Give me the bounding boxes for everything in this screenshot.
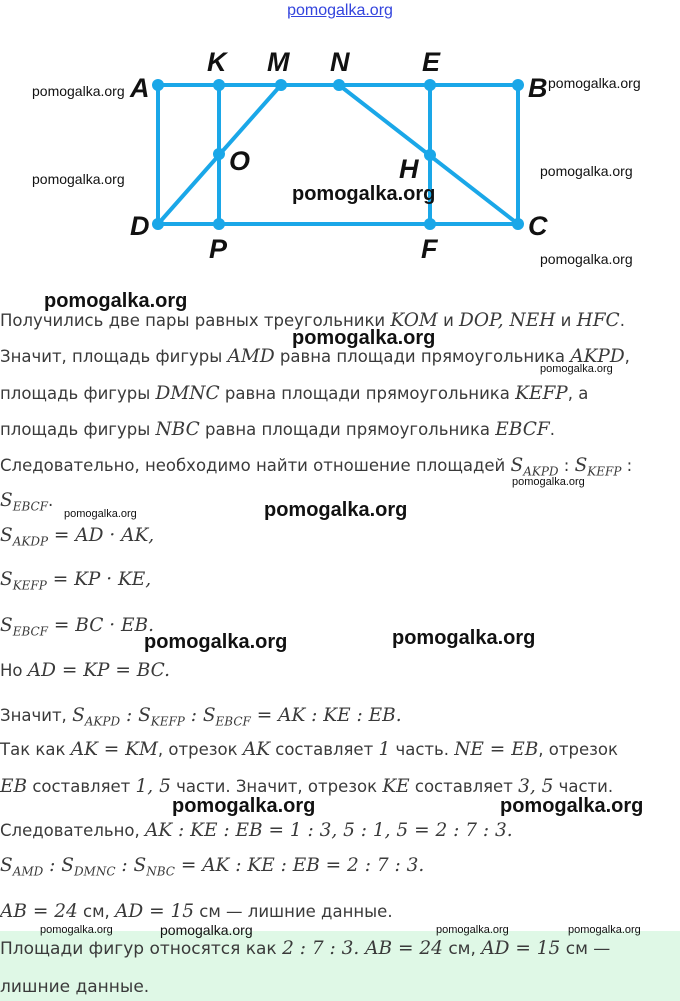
geometry-figure [0, 0, 680, 275]
point-h [424, 149, 436, 161]
watermark: pomogalka.org [32, 83, 125, 99]
point-p [213, 218, 225, 230]
answer-line: Площади фигур относятся как 2 : 7 : 3. AB = 24 см, AD = 15 см — [0, 938, 611, 959]
solution-line: Следовательно, необходимо найти отношение площадей $S_{AKPD}$ : $S_{KEFP}$ : [0, 455, 633, 479]
label-n: N [330, 47, 350, 77]
watermark: pomogalka.org [512, 476, 585, 488]
solution-line: Следовательно, AK : KE : EB = 1 : 3, 5 : 1, 5 = 2 : 7 : 3. [0, 820, 513, 841]
watermark: pomogalka.org [44, 290, 188, 312]
watermark: pomogalka.org [292, 183, 436, 205]
label-f: F [421, 234, 438, 264]
point-n [333, 79, 345, 91]
watermark: pomogalka.org [64, 508, 137, 520]
solution-line: Так как AK = KM, отрезок AK составляет 1 часть. NE = EB, отрезок [0, 739, 618, 760]
watermark: pomogalka.org [540, 363, 613, 375]
watermark: pomogalka.org [264, 499, 408, 521]
solution-line: EB составляет 1, 5 части. Значит, отрезок KE составляет 3, 5 части. [0, 776, 614, 797]
label-m: M [267, 47, 290, 77]
watermark: pomogalka.org [540, 163, 633, 179]
point-c [512, 218, 524, 230]
watermark: pomogalka.org [548, 75, 641, 91]
label-h: H [399, 154, 419, 184]
site-link[interactable]: pomogalka.org [287, 2, 393, 19]
watermark: pomogalka.org [144, 631, 288, 653]
point-m [275, 79, 287, 91]
label-a: A [130, 73, 150, 103]
label-e: E [422, 47, 441, 77]
label-b: B [528, 73, 548, 103]
label-o: O [229, 146, 251, 176]
point-f [424, 218, 436, 230]
solution-line: Но AD = KP = BC. [0, 660, 171, 681]
formula-line: $S_{EBCF}$ = BC · EB. [0, 615, 154, 639]
watermark: pomogalka.org [568, 924, 641, 936]
watermark: pomogalka.org [172, 795, 316, 817]
solution-line: Значит, $S_{AKPD}$ : $S_{KEFP}$ : $S_{EBCF}$ = AK : KE : EB. [0, 705, 402, 729]
point-b [512, 79, 524, 91]
label-d: D [130, 211, 150, 241]
formula-line: $S_{AMD}$ : $S_{DMNC}$ : $S_{NBC}$ = AK : KE : EB = 2 : 7 : 3. [0, 855, 425, 879]
watermark: pomogalka.org [40, 924, 113, 936]
watermark: pomogalka.org [436, 924, 509, 936]
answer-line: лишние данные. [0, 977, 150, 997]
formula-line: $S_{KEFP}$ = KP · KE, [0, 569, 152, 593]
watermark: pomogalka.org [540, 251, 633, 267]
label-c: C [528, 211, 548, 241]
solution-line: Получились две пары равных треугольники KOM и DOP, NEH и HFC. [0, 310, 625, 331]
watermark: pomogalka.org [392, 627, 536, 649]
watermark: pomogalka.org [500, 795, 644, 817]
formula-line: $S_{AKDP}$ = AD · AK, [0, 525, 155, 549]
point-e [424, 79, 436, 91]
label-p: P [209, 234, 228, 264]
watermark: pomogalka.org [160, 922, 253, 938]
solution-line: AB = 24 см, AD = 15 см — лишние данные. [0, 901, 393, 922]
point-k [213, 79, 225, 91]
solution-line: Значит, площадь фигуры AMD равна площади прямоугольника AKPD, [0, 346, 630, 367]
point-d [152, 218, 164, 230]
solution-line: площадь фигуры DMNC равна площади прямоугольника KEFP, а [0, 383, 589, 404]
label-k: K [207, 47, 227, 77]
point-a [152, 79, 164, 91]
point-o [213, 148, 225, 160]
solution-line: площадь фигуры NBC равна площади прямоугольника EBCF. [0, 419, 555, 440]
watermark: pomogalka.org [32, 171, 125, 187]
watermark: pomogalka.org [292, 327, 436, 349]
solution-line: $S_{EBCF}$. [0, 490, 54, 514]
